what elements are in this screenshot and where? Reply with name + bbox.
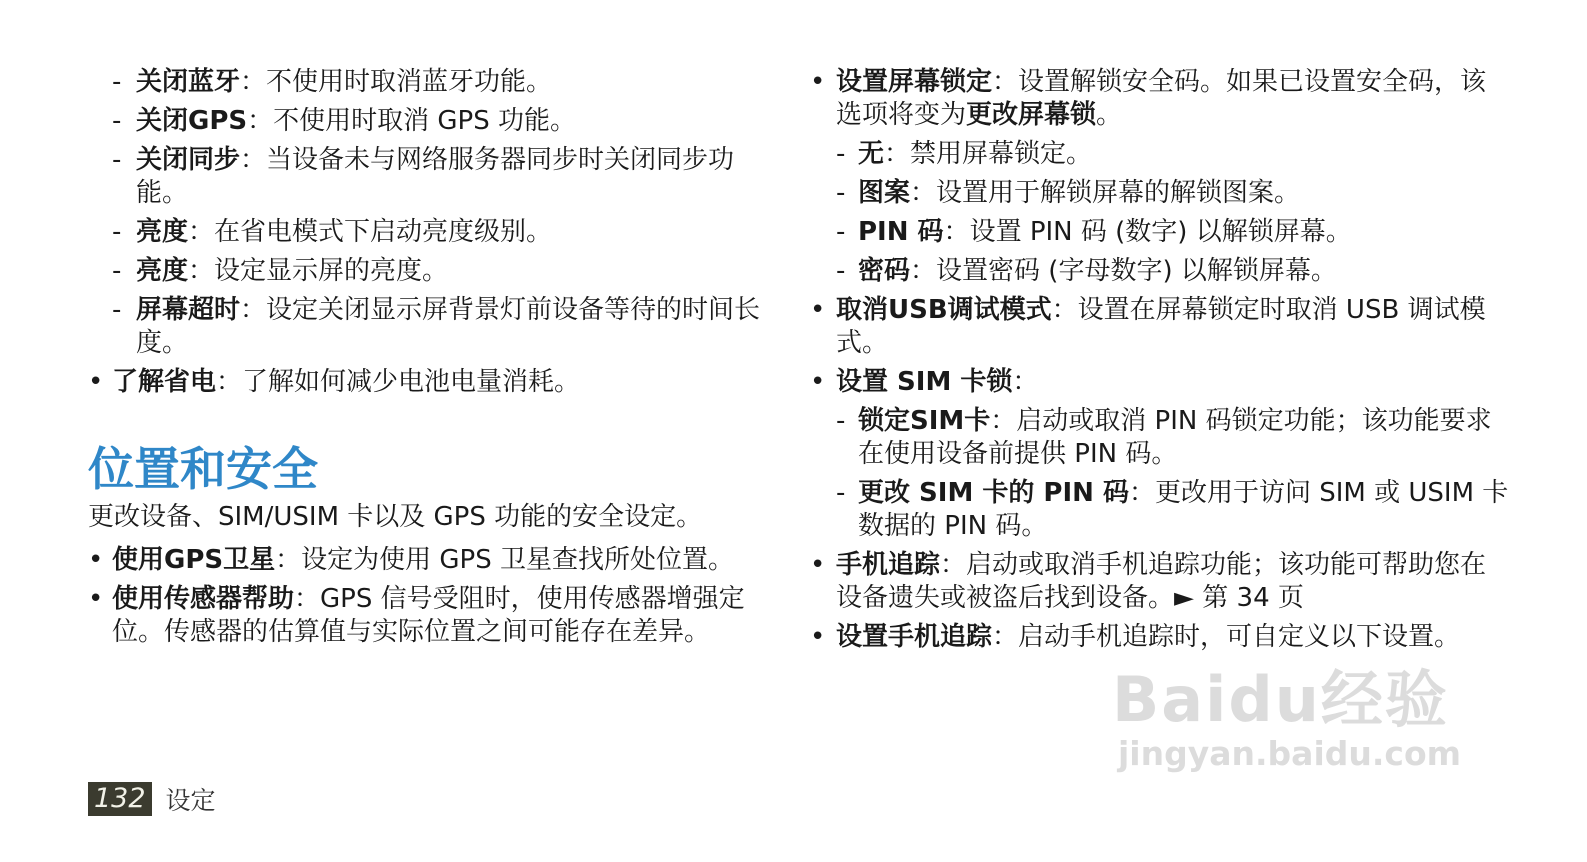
bullet-item xyxy=(88,544,768,577)
bullet-item xyxy=(88,583,768,649)
item-separator: ： xyxy=(247,106,274,136)
item-separator: ： xyxy=(216,367,243,397)
item-term: 关闭GPS xyxy=(136,106,248,136)
item-separator: ： xyxy=(240,295,267,325)
item-body xyxy=(836,294,1510,360)
bullet-marker: • xyxy=(810,622,826,652)
page-footer xyxy=(88,782,216,816)
item-term: 关闭蓝牙 xyxy=(136,67,241,97)
item-body xyxy=(858,177,1510,210)
dash-marker: - xyxy=(112,67,122,97)
item-body xyxy=(136,255,768,288)
item-text: 启动或取消手机追踪功能；该功能可帮助您在设备遗失或被盗后找到设备。► 第 34 页 xyxy=(836,550,1487,613)
item-text: 启动手机追踪时，可自定义以下设置。 xyxy=(1018,622,1461,652)
left-column xyxy=(88,66,768,655)
item-term: 关闭同步 xyxy=(136,145,241,175)
item-separator: ： xyxy=(188,217,215,247)
bullet-item xyxy=(810,366,1510,399)
item-text: 当设备未与网络服务器同步时关闭同步功能。 xyxy=(136,145,735,208)
item-term: 了解省电 xyxy=(112,367,217,397)
item-separator: ： xyxy=(1012,367,1039,397)
item-term: 设置 SIM 卡锁 xyxy=(836,367,1013,397)
bullet-marker: • xyxy=(810,367,826,397)
item-term: 无 xyxy=(858,139,885,169)
page-number: 132 xyxy=(88,782,152,816)
item-text: 不使用时取消 GPS 功能。 xyxy=(273,106,577,136)
sub-item xyxy=(810,216,1510,249)
sub-item xyxy=(88,255,768,288)
right-list xyxy=(810,66,1510,654)
item-separator: ： xyxy=(884,139,911,169)
item-term: 使用传感器帮助 xyxy=(112,584,295,614)
right-column xyxy=(810,66,1510,660)
item-body xyxy=(836,621,1510,654)
item-separator: ： xyxy=(294,584,321,614)
dash-marker: - xyxy=(112,256,122,286)
item-text: 设置用于解锁屏幕的解锁图案。 xyxy=(936,178,1301,208)
dash-marker: - xyxy=(112,106,122,136)
item-term: 亮度 xyxy=(136,217,189,247)
item-text: 启动或取消 PIN 码锁定功能；该功能要求在使用设备前提供 PIN 码。 xyxy=(858,406,1492,469)
sub-item xyxy=(810,138,1510,171)
bullet-item xyxy=(810,66,1510,132)
item-text: 设置 PIN 码 (数字) 以解锁屏幕。 xyxy=(969,217,1352,247)
item-body xyxy=(136,105,768,138)
bullet-marker: • xyxy=(810,67,826,97)
sub-item xyxy=(88,144,768,210)
left-list xyxy=(88,66,768,399)
item-term: 更改 SIM 卡的 PIN 码 xyxy=(858,478,1129,508)
dash-marker: - xyxy=(836,256,846,286)
item-separator: ： xyxy=(240,145,267,175)
item-separator: ： xyxy=(992,622,1019,652)
item-term: 密码 xyxy=(858,256,911,286)
item-term: 设置手机追踪 xyxy=(836,622,993,652)
sub-item xyxy=(88,294,768,360)
item-body xyxy=(136,66,768,99)
sub-item xyxy=(88,216,768,249)
item-term: 屏幕超时 xyxy=(136,295,241,325)
item-term: 取消USB调试模式 xyxy=(836,295,1052,325)
item-text: 设定关闭显示屏背景灯前设备等待的时间长度。 xyxy=(136,295,761,358)
bullet-marker: • xyxy=(88,584,104,614)
item-term: 设置屏幕锁定 xyxy=(836,67,993,97)
bullet-item xyxy=(810,549,1510,615)
item-separator: ： xyxy=(940,550,967,580)
sub-item xyxy=(88,66,768,99)
item-body xyxy=(136,294,768,360)
item-body xyxy=(136,144,768,210)
item-text: 设定为使用 GPS 卫星查找所处位置。 xyxy=(301,545,735,575)
item-separator: ： xyxy=(910,178,937,208)
item-term: 亮度 xyxy=(136,256,189,286)
dash-marker: - xyxy=(836,139,846,169)
bullet-item xyxy=(810,621,1510,654)
item-body xyxy=(836,549,1510,615)
bullet-marker: • xyxy=(810,550,826,580)
item-body xyxy=(136,216,768,249)
item-body xyxy=(112,544,768,577)
item-text: 在省电模式下启动亮度级别。 xyxy=(214,217,553,247)
dash-marker: - xyxy=(836,178,846,208)
dash-marker: - xyxy=(836,478,846,508)
item-body xyxy=(836,366,1510,399)
item-body xyxy=(112,366,768,399)
item-separator: ： xyxy=(910,256,937,286)
baidu-watermark xyxy=(1112,663,1482,786)
item-term-inline: 更改屏幕锁 xyxy=(966,100,1097,130)
item-text: 设定显示屏的亮度。 xyxy=(214,256,449,286)
item-separator: ： xyxy=(1051,295,1078,325)
item-body xyxy=(112,583,768,649)
item-text: 设置在屏幕锁定时取消 USB 调试模式。 xyxy=(836,295,1486,358)
item-separator: ： xyxy=(943,217,970,247)
item-body xyxy=(858,477,1510,543)
bullet-marker: • xyxy=(810,295,826,325)
dash-marker: - xyxy=(112,217,122,247)
item-term: 手机追踪 xyxy=(836,550,941,580)
item-text: GPS 信号受阻时，使用传感器增强定位。传感器的估算值与实际位置之间可能存在差异。 xyxy=(112,584,745,647)
item-term: 锁定SIM卡 xyxy=(858,406,991,436)
footer-section-label: 设定 xyxy=(165,786,216,815)
sub-item xyxy=(88,105,768,138)
dash-marker: - xyxy=(836,406,846,436)
item-body xyxy=(858,255,1510,288)
watermark-url: jingyan.baidu.com xyxy=(1118,734,1462,773)
dash-marker: - xyxy=(112,145,122,175)
item-term: 使用GPS卫星 xyxy=(112,545,276,575)
item-separator: ： xyxy=(240,67,267,97)
item-separator: ： xyxy=(992,67,1019,97)
item-text: 设置解锁安全码。如果已设置安全码，该选项将变为 xyxy=(836,67,1487,130)
section-intro: 更改设备、SIM/USIM 卡以及 GPS 功能的安全设定。 xyxy=(88,502,703,532)
item-text: 不使用时取消蓝牙功能。 xyxy=(266,67,553,97)
bullet-marker: • xyxy=(88,545,104,575)
item-text: 禁用屏幕锁定。 xyxy=(910,139,1093,169)
dash-marker: - xyxy=(112,295,122,325)
dash-marker: - xyxy=(836,217,846,247)
sub-item xyxy=(810,405,1510,471)
item-body xyxy=(858,216,1510,249)
sub-item xyxy=(810,477,1510,543)
item-text: 设置密码 (字母数字) 以解锁屏幕。 xyxy=(936,256,1337,286)
sub-item xyxy=(810,255,1510,288)
section-list xyxy=(88,544,768,649)
sub-item xyxy=(810,177,1510,210)
item-body xyxy=(858,405,1510,471)
section-title: 位置和安全 xyxy=(88,442,318,496)
item-body xyxy=(836,66,1510,132)
bullet-item xyxy=(88,366,768,399)
item-term: PIN 码 xyxy=(858,217,944,247)
item-separator: ： xyxy=(188,256,215,286)
item-text: 了解如何减少电池电量消耗。 xyxy=(242,367,581,397)
item-term: 图案 xyxy=(858,178,911,208)
item-separator: ： xyxy=(1128,478,1155,508)
item-text-tail: 。 xyxy=(1096,100,1123,130)
item-separator: ： xyxy=(275,545,302,575)
watermark-logo: Baidu经验 xyxy=(1112,663,1449,736)
bullet-item xyxy=(810,294,1510,360)
item-text: 更改用于访问 SIM 或 USIM 卡数据的 PIN 码。 xyxy=(858,478,1509,541)
bullet-marker: • xyxy=(88,367,104,397)
item-body xyxy=(858,138,1510,171)
item-separator: ： xyxy=(990,406,1017,436)
